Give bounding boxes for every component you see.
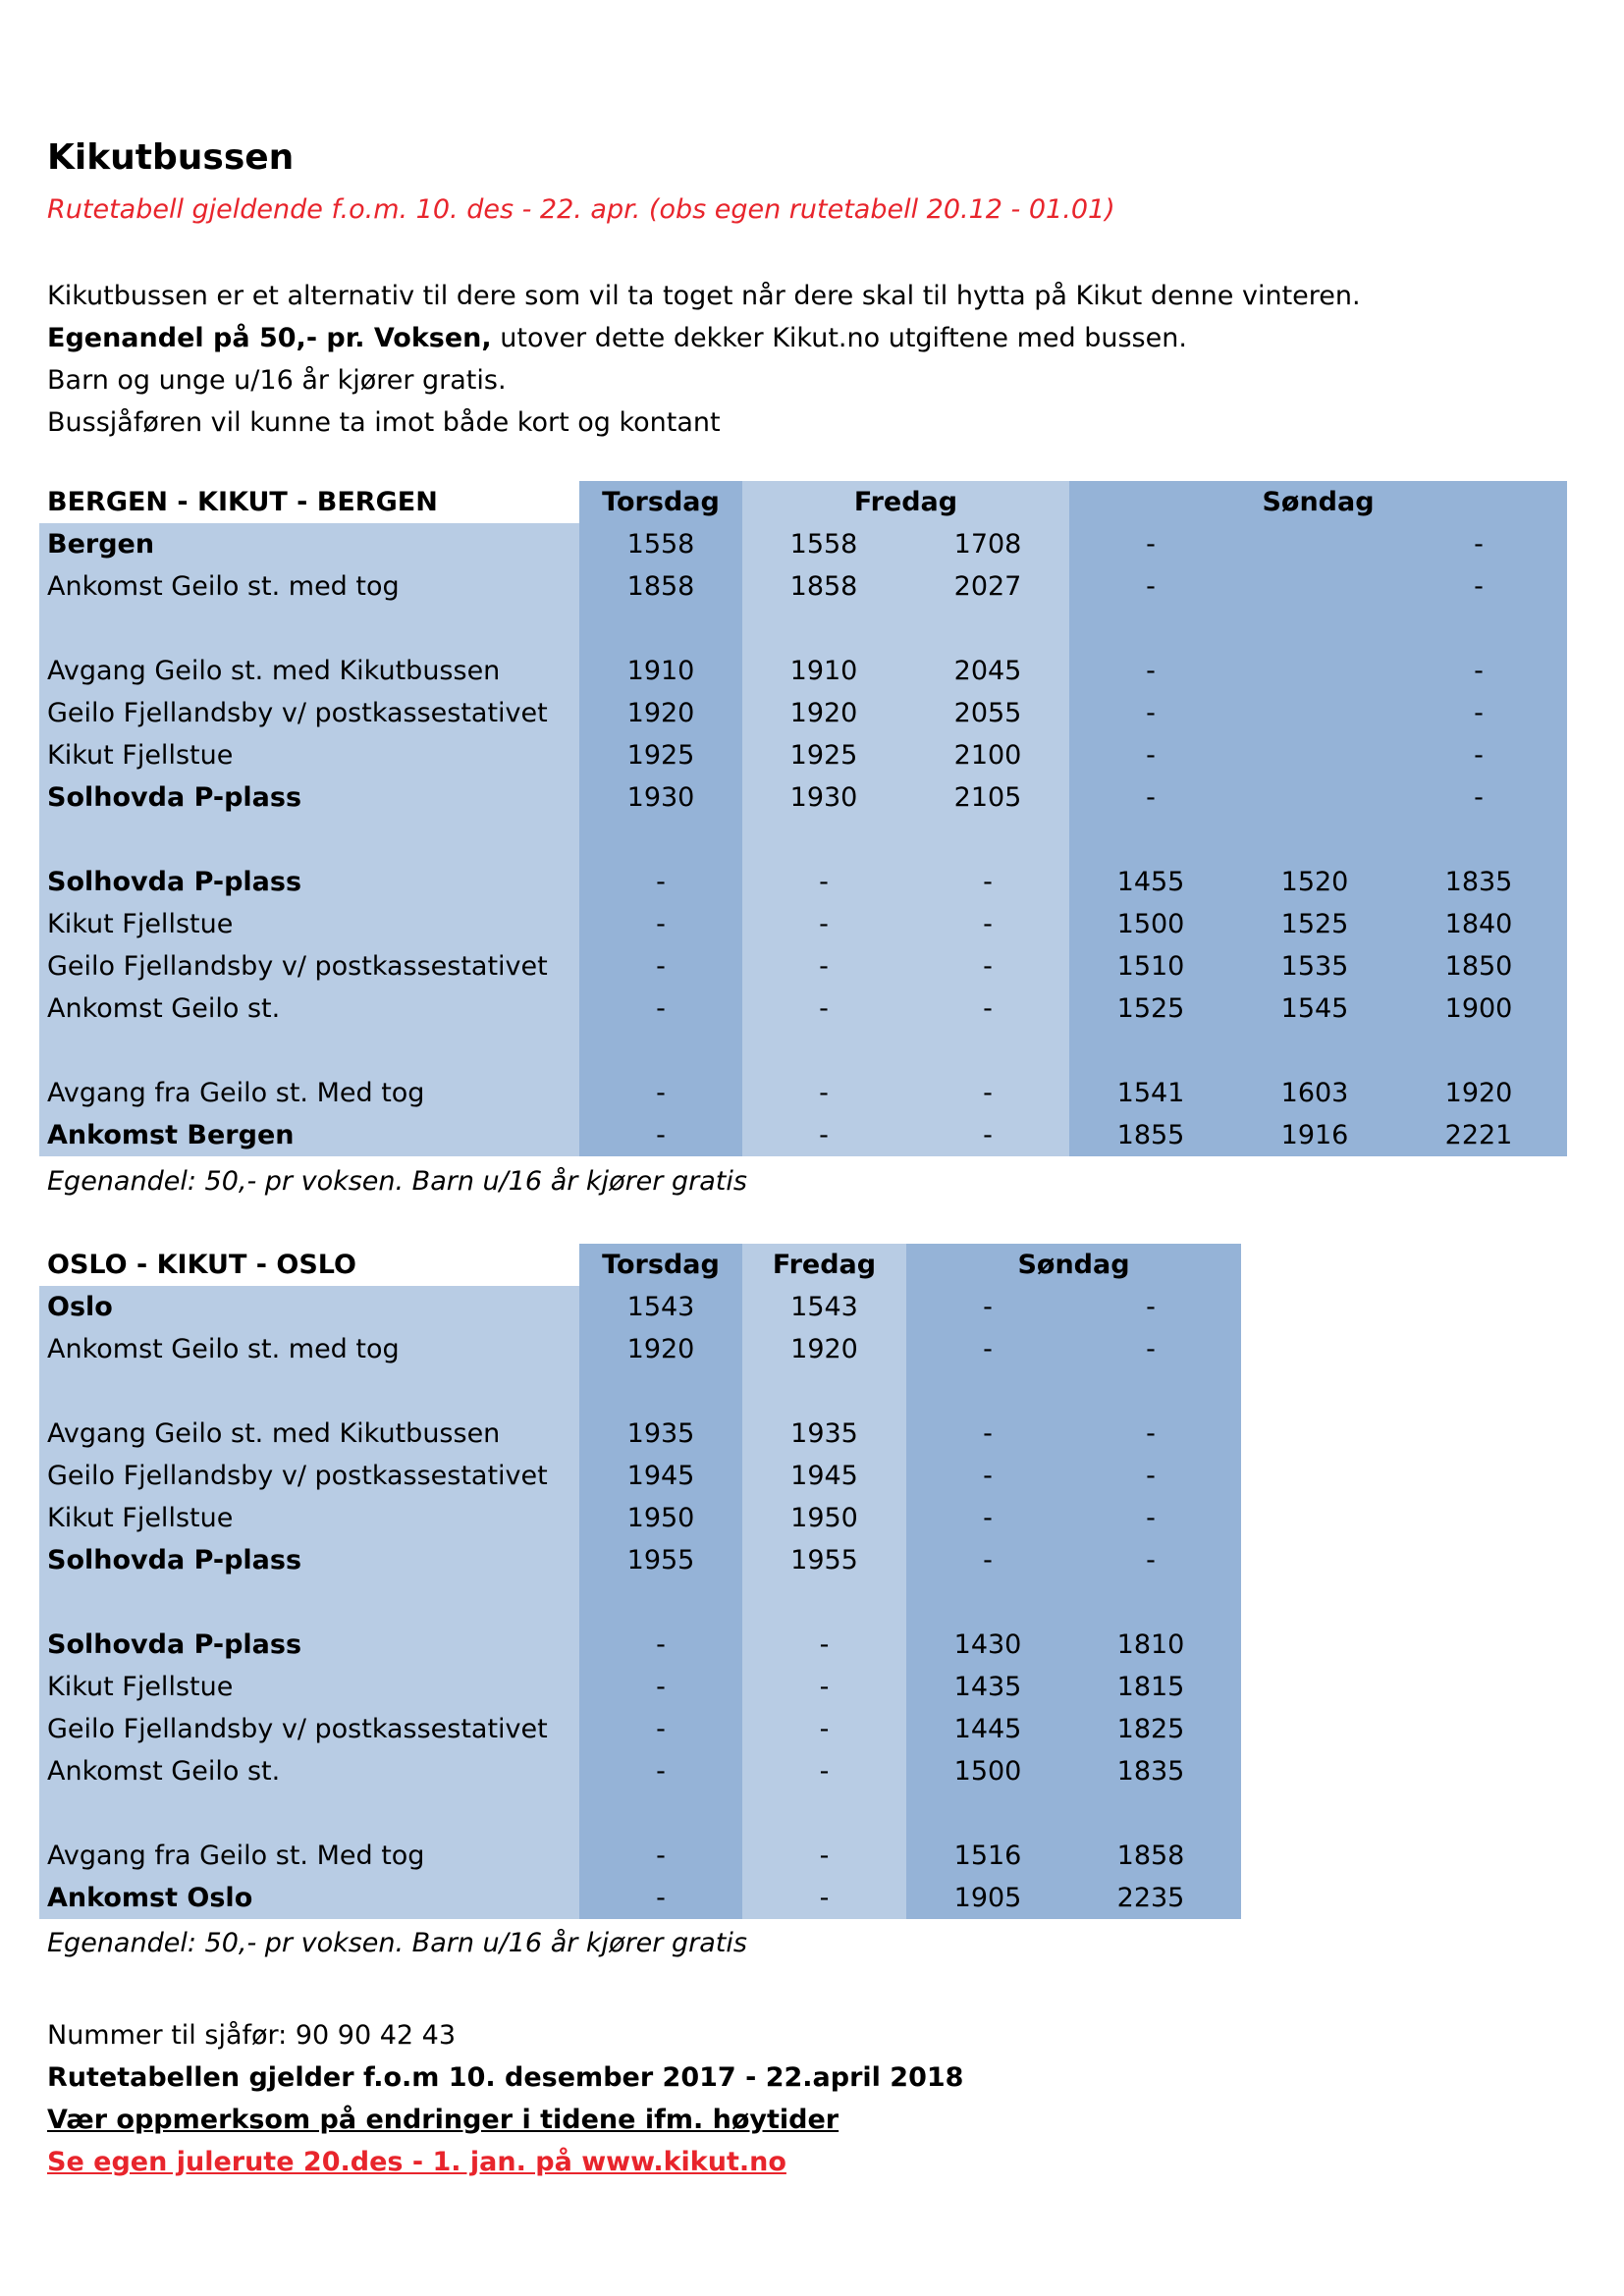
time-cell: - <box>1146 529 1156 560</box>
time-cell: 1858 <box>626 571 695 602</box>
time-cell <box>1233 650 1396 692</box>
time-cell: 1525 <box>1280 909 1349 939</box>
time-cell: - <box>656 1714 666 1744</box>
time-cell <box>1069 1581 1232 1624</box>
time-cell: 1500 <box>953 1756 1022 1787</box>
time-cell: - <box>656 1078 666 1108</box>
stop-label: Ankomst Geilo st. <box>47 993 281 1024</box>
time-cell: - <box>1146 1461 1156 1491</box>
time-cell: - <box>983 993 993 1024</box>
time-cell: - <box>1474 782 1484 813</box>
time-cell: 1708 <box>953 529 1022 560</box>
time-cell <box>742 1792 906 1835</box>
time-cell: 1920 <box>626 1334 695 1364</box>
time-cell <box>1233 523 1396 565</box>
time-cell: 1916 <box>1280 1120 1349 1150</box>
time-cell: - <box>656 1629 666 1660</box>
time-cell: - <box>656 1756 666 1787</box>
time-cell: 1558 <box>626 529 695 560</box>
time-cell: 1935 <box>626 1418 695 1449</box>
time-cell: 1435 <box>953 1672 1022 1702</box>
intro-line-1: Kikutbussen er et alternativ til dere som vil ta toget når dere skal til hytta på Kikut denne vinteren. <box>47 281 1361 311</box>
time-cell: - <box>983 1461 993 1491</box>
column-band <box>39 1286 579 1919</box>
time-cell <box>906 1581 1069 1624</box>
time-cell: - <box>1146 1503 1156 1533</box>
time-cell: 1525 <box>1116 993 1185 1024</box>
stop-label: Geilo Fjellandsby v/ postkassestativet <box>47 698 548 728</box>
bergen-footnote: Egenandel: 50,- pr voksen. Barn u/16 år kjører gratis <box>47 1166 747 1197</box>
time-cell: 1955 <box>790 1545 858 1575</box>
time-cell: - <box>819 1629 830 1660</box>
time-cell: - <box>1146 571 1156 602</box>
time-cell <box>1233 819 1396 861</box>
time-cell: 1445 <box>953 1714 1022 1744</box>
time-cell: 1905 <box>953 1883 1022 1913</box>
time-cell: - <box>819 1120 829 1150</box>
time-cell: 1950 <box>790 1503 858 1533</box>
time-cell: - <box>656 909 666 939</box>
time-cell: - <box>1474 698 1484 728</box>
intro-text <box>47 275 1361 444</box>
intro-line-3: Barn og unge u/16 år kjører gratis. <box>47 365 507 396</box>
time-cell: 2045 <box>953 656 1022 686</box>
time-cell: 1920 <box>790 1334 858 1364</box>
time-cell: - <box>983 1120 993 1150</box>
stop-label: Ankomst Geilo st. med tog <box>47 1334 400 1364</box>
intro-line-2-bold: Egenandel på 50,- pr. Voksen, <box>47 323 492 353</box>
time-cell: 2027 <box>953 571 1022 602</box>
time-cell <box>579 608 742 650</box>
time-cell: 1558 <box>789 529 858 560</box>
stop-label: Solhovda P-plass <box>47 1545 302 1575</box>
stop-label: Geilo Fjellandsby v/ postkassestativet <box>47 1461 548 1491</box>
time-cell <box>1069 1792 1232 1835</box>
time-cell: 1516 <box>953 1841 1022 1871</box>
table-heading: BERGEN - KIKUT - BERGEN <box>47 487 438 517</box>
time-cell <box>1069 1370 1232 1413</box>
time-cell: - <box>819 909 829 939</box>
time-cell: 1835 <box>1116 1756 1185 1787</box>
time-cell: - <box>983 1292 993 1322</box>
time-cell <box>742 608 905 650</box>
time-cell: - <box>819 867 829 897</box>
stop-label: Solhovda P-plass <box>47 1629 302 1660</box>
time-cell: 1945 <box>626 1461 695 1491</box>
time-cell: - <box>1474 656 1484 686</box>
time-cell: - <box>656 1120 666 1150</box>
time-cell: - <box>983 1545 993 1575</box>
time-cell: - <box>656 951 666 982</box>
time-cell: 1850 <box>1444 951 1513 982</box>
day-header: Fredag <box>772 1250 877 1280</box>
time-cell: 1925 <box>626 740 695 771</box>
day-header: Søndag <box>1017 1250 1130 1280</box>
time-cell: 1920 <box>789 698 858 728</box>
time-cell <box>742 819 905 861</box>
time-cell: 1603 <box>1280 1078 1349 1108</box>
time-cell: - <box>1146 1418 1156 1449</box>
time-cell <box>1397 819 1560 861</box>
column-band <box>39 523 579 1156</box>
time-cell: - <box>1146 740 1156 771</box>
time-cell <box>579 1792 742 1835</box>
time-cell: 1945 <box>790 1461 858 1491</box>
time-cell: 1541 <box>1116 1078 1185 1108</box>
time-cell: 2105 <box>953 782 1022 813</box>
time-cell <box>1233 734 1396 776</box>
stop-label: Solhovda P-plass <box>47 867 302 897</box>
stop-label: Ankomst Oslo <box>47 1883 253 1913</box>
time-cell: - <box>819 1714 830 1744</box>
driver-phone: Nummer til sjåfør: 90 90 42 43 <box>47 2020 456 2051</box>
time-cell: - <box>1146 1334 1156 1364</box>
time-cell <box>579 1030 742 1072</box>
time-cell <box>1233 608 1396 650</box>
time-cell: - <box>983 1334 993 1364</box>
time-cell: - <box>1474 529 1484 560</box>
time-cell: 1835 <box>1444 867 1513 897</box>
time-cell <box>579 1370 742 1413</box>
time-cell: - <box>819 951 829 982</box>
time-cell: - <box>1146 1545 1156 1575</box>
time-cell <box>742 1030 905 1072</box>
time-cell: 1840 <box>1444 909 1513 939</box>
stop-label: Kikut Fjellstue <box>47 909 234 939</box>
time-cell <box>579 1581 742 1624</box>
time-cell: - <box>983 1078 993 1108</box>
time-cell: 1858 <box>1116 1841 1185 1871</box>
time-cell: - <box>819 1883 830 1913</box>
time-cell: 1858 <box>789 571 858 602</box>
time-cell: - <box>983 951 993 982</box>
time-cell: - <box>983 1503 993 1533</box>
day-header: Fredag <box>853 487 958 517</box>
stop-label: Avgang Geilo st. med Kikutbussen <box>47 656 501 686</box>
oslo-footnote: Egenandel: 50,- pr voksen. Barn u/16 år kjører gratis <box>47 1928 747 1958</box>
intro-line-2-rest: utover dette dekker Kikut.no utgiftene med bussen. <box>491 323 1187 353</box>
time-cell: - <box>983 909 993 939</box>
stop-label: Ankomst Geilo st. med tog <box>47 571 400 602</box>
stop-label: Bergen <box>47 529 155 560</box>
time-cell: 2235 <box>1116 1883 1185 1913</box>
time-cell: - <box>1146 1292 1156 1322</box>
stop-label: Kikut Fjellstue <box>47 1672 234 1702</box>
stop-label: Avgang fra Geilo st. Med tog <box>47 1078 425 1108</box>
time-cell: - <box>819 1078 829 1108</box>
stop-label: Avgang Geilo st. med Kikutbussen <box>47 1418 501 1449</box>
time-cell: - <box>819 1841 830 1871</box>
time-cell <box>742 1370 906 1413</box>
time-cell: 2100 <box>953 740 1022 771</box>
time-cell: 2055 <box>953 698 1022 728</box>
time-cell <box>906 819 1069 861</box>
time-cell: - <box>983 1418 993 1449</box>
stop-label: Oslo <box>47 1292 113 1322</box>
time-cell: 1815 <box>1116 1672 1185 1702</box>
time-cell <box>1069 608 1232 650</box>
stop-label: Avgang fra Geilo st. Med tog <box>47 1841 425 1871</box>
day-header: Torsdag <box>602 1250 720 1280</box>
time-cell <box>1233 1030 1396 1072</box>
time-cell: 1920 <box>626 698 695 728</box>
time-cell <box>1233 692 1396 734</box>
time-cell: 1950 <box>626 1503 695 1533</box>
time-cell: - <box>1474 571 1484 602</box>
time-cell <box>1233 565 1396 608</box>
bergen-timetable <box>39 481 1567 1162</box>
time-cell: 1900 <box>1444 993 1513 1024</box>
stop-label: Solhovda P-plass <box>47 782 302 813</box>
time-cell: - <box>656 993 666 1024</box>
page-subtitle: Rutetabell gjeldende f.o.m. 10. des - 22. apr. (obs egen rutetabell 20.12 - 01.01) <box>47 194 1115 225</box>
time-cell: - <box>1474 740 1484 771</box>
time-cell: - <box>656 1883 666 1913</box>
stop-label: Ankomst Bergen <box>47 1120 295 1150</box>
time-cell: - <box>656 1841 666 1871</box>
time-cell: - <box>819 1756 830 1787</box>
time-cell: 1535 <box>1280 951 1349 982</box>
julerute-link[interactable]: Se egen julerute 20.des - 1. jan. på www.kikut.no <box>47 2147 786 2177</box>
oslo-timetable <box>39 1244 1241 1925</box>
time-cell: 1500 <box>1116 909 1185 939</box>
validity-note: Rutetabellen gjelder f.o.m 10. desember 2017 - 22.april 2018 <box>47 2062 964 2093</box>
time-cell: - <box>1146 656 1156 686</box>
time-cell: - <box>819 1672 830 1702</box>
time-cell: - <box>1146 698 1156 728</box>
day-header: Torsdag <box>602 487 720 517</box>
time-cell: 1935 <box>790 1418 858 1449</box>
intro-line-4: Bussjåføren vil kunne ta imot både kort og kontant <box>47 407 721 438</box>
time-cell: 2221 <box>1444 1120 1513 1150</box>
time-cell <box>906 1370 1069 1413</box>
time-cell: - <box>1146 782 1156 813</box>
time-cell: 1855 <box>1116 1120 1185 1150</box>
time-cell: - <box>656 1672 666 1702</box>
time-cell: 1430 <box>953 1629 1022 1660</box>
time-cell: 1920 <box>1444 1078 1513 1108</box>
time-cell: 1543 <box>626 1292 695 1322</box>
time-cell <box>579 819 742 861</box>
time-cell: 1825 <box>1116 1714 1185 1744</box>
time-cell: 1510 <box>1116 951 1185 982</box>
stop-label: Geilo Fjellandsby v/ postkassestativet <box>47 1714 548 1744</box>
time-cell: 1930 <box>626 782 695 813</box>
intro-line-2 <box>47 317 1361 359</box>
stop-label: Geilo Fjellandsby v/ postkassestativet <box>47 951 548 982</box>
time-cell <box>742 1581 906 1624</box>
time-cell: 1455 <box>1116 867 1185 897</box>
time-cell: - <box>656 867 666 897</box>
stop-label: Kikut Fjellstue <box>47 740 234 771</box>
time-cell: 1930 <box>789 782 858 813</box>
table-heading: OSLO - KIKUT - OSLO <box>47 1250 356 1280</box>
time-cell: 1955 <box>626 1545 695 1575</box>
time-cell <box>906 1030 1069 1072</box>
time-cell: 1910 <box>626 656 695 686</box>
time-cell: - <box>819 993 829 1024</box>
time-cell <box>1069 819 1232 861</box>
page-title: Kikutbussen <box>47 137 295 178</box>
bottom-info <box>47 2014 963 2183</box>
time-cell: 1543 <box>790 1292 858 1322</box>
time-cell <box>1397 608 1560 650</box>
time-cell: 1910 <box>789 656 858 686</box>
stop-label: Kikut Fjellstue <box>47 1503 234 1533</box>
time-cell: 1810 <box>1116 1629 1185 1660</box>
time-cell <box>906 608 1069 650</box>
time-cell <box>1069 1030 1232 1072</box>
stop-label: Ankomst Geilo st. <box>47 1756 281 1787</box>
day-header: Søndag <box>1262 487 1375 517</box>
time-cell: 1520 <box>1280 867 1349 897</box>
time-cell <box>1397 1030 1560 1072</box>
time-cell: 1545 <box>1280 993 1349 1024</box>
time-cell: - <box>983 867 993 897</box>
time-cell <box>1233 776 1396 819</box>
time-cell <box>906 1792 1069 1835</box>
time-cell: 1925 <box>789 740 858 771</box>
holiday-notice: Vær oppmerksom på endringer i tidene ifm. høytider <box>47 2105 839 2135</box>
